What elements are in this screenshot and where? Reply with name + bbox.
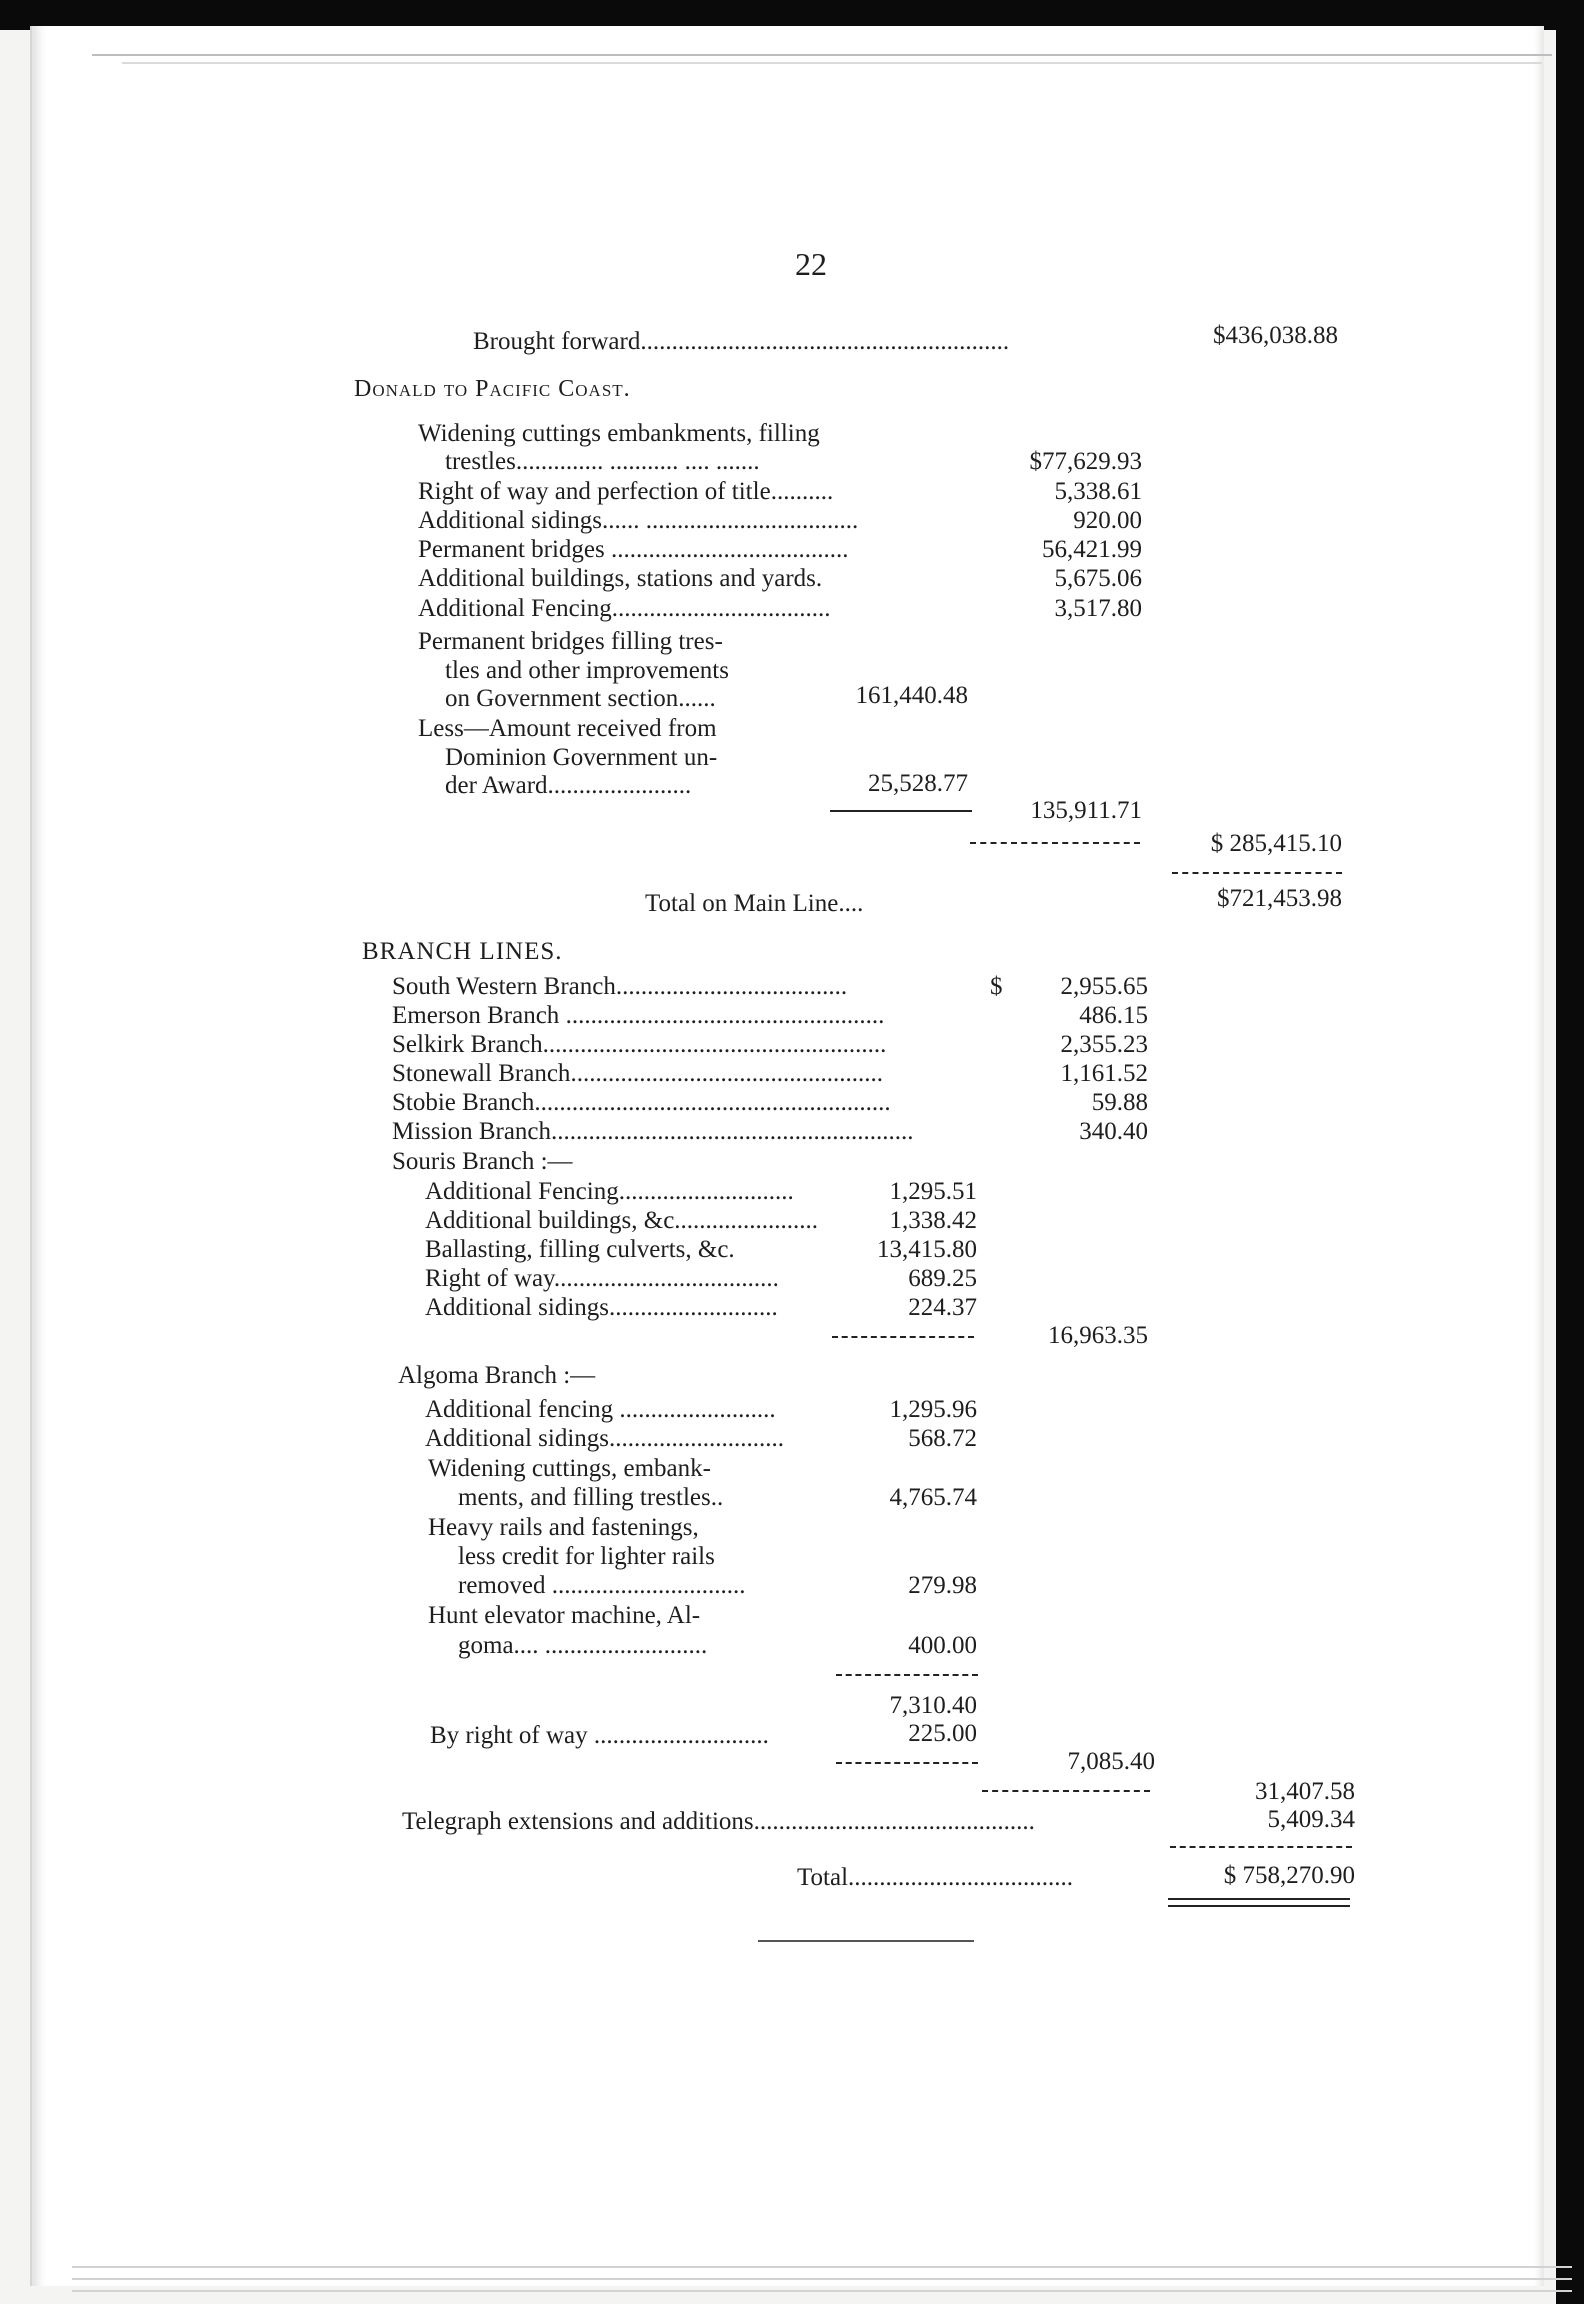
telegraph-label: Telegraph extensions and additions............................................. bbox=[402, 1808, 1035, 1835]
less-amount-label-line2: Dominion Government un- bbox=[445, 744, 718, 771]
right-of-way-amount: 5,338.61 bbox=[1054, 478, 1142, 505]
additional-fencing-amount: 3,517.80 bbox=[1054, 595, 1142, 622]
main-line-total-amount: $721,453.98 bbox=[1217, 885, 1342, 912]
additional-buildings-amount: 5,675.06 bbox=[1054, 565, 1142, 592]
donald-net-amount: 135,911.71 bbox=[1030, 797, 1142, 824]
page-edge-line bbox=[72, 2290, 1572, 2292]
subtotal-rule bbox=[832, 1336, 974, 1340]
souris-heading: Souris Branch :— bbox=[392, 1148, 573, 1175]
double-rule-bottom bbox=[1168, 1905, 1350, 1907]
mission-amount: 340.40 bbox=[1079, 1118, 1148, 1145]
souris-sidings-amount: 224.37 bbox=[908, 1294, 977, 1321]
closing-rule bbox=[758, 1940, 974, 1942]
algoma-hunt-line1: Hunt elevator machine, Al- bbox=[428, 1602, 701, 1629]
branch-item-selkirk: Selkirk Branch....................................................... bbox=[392, 1031, 887, 1058]
souris-item-sidings: Additional sidings........................... bbox=[425, 1294, 778, 1321]
branch-item-south-western: South Western Branch..................................... bbox=[392, 973, 848, 1000]
subtotal-rule bbox=[836, 1674, 978, 1678]
permanent-bridges-amount: 56,421.99 bbox=[1042, 536, 1142, 563]
stobie-amount: 59.88 bbox=[1091, 1089, 1148, 1116]
main-line-total-label: Total on Main Line.... bbox=[645, 890, 864, 917]
widening-amount: $77,629.93 bbox=[1029, 448, 1142, 475]
selkirk-amount: 2,355.23 bbox=[1060, 1031, 1148, 1058]
total-rule bbox=[1172, 872, 1342, 876]
algoma-sidings-amount: 568.72 bbox=[908, 1425, 977, 1452]
gov-bridges-amount: 161,440.48 bbox=[855, 682, 968, 709]
page-edge-line bbox=[92, 54, 1552, 56]
gov-bridges-label-line3: on Government section...... bbox=[445, 685, 716, 712]
souris-item-right-of-way: Right of way.................................... bbox=[425, 1265, 779, 1292]
right-of-way-label: Right of way and perfection of title.......... bbox=[418, 478, 834, 505]
algoma-heading: Algoma Branch :— bbox=[398, 1362, 596, 1389]
algoma-rails-line1: Heavy rails and fastenings, bbox=[428, 1514, 699, 1541]
section-heading-branch-lines: BRANCH LINES. bbox=[362, 938, 563, 965]
document-page bbox=[30, 26, 1544, 2286]
subtraction-rule bbox=[836, 1762, 978, 1766]
algoma-right-of-way-label: By right of way ............................ bbox=[430, 1722, 769, 1749]
less-amount-label-line3: der Award....................... bbox=[445, 772, 692, 799]
grand-total-amount: $ 758,270.90 bbox=[1223, 1862, 1355, 1889]
algoma-item-fencing: Additional fencing ......................... bbox=[425, 1396, 776, 1423]
additional-buildings-label: Additional buildings, stations and yards. bbox=[418, 565, 823, 592]
branch-item-stobie: Stobie Branch......................................................... bbox=[392, 1089, 891, 1116]
telegraph-amount: 5,409.34 bbox=[1267, 1806, 1355, 1833]
page-number: 22 bbox=[795, 246, 827, 282]
algoma-widening-line1: Widening cuttings, embank- bbox=[428, 1455, 711, 1482]
scan-border-right bbox=[1556, 0, 1584, 2304]
algoma-item-sidings: Additional sidings............................ bbox=[425, 1425, 785, 1452]
souris-ballasting-amount: 13,415.80 bbox=[877, 1236, 977, 1263]
emerson-amount: 486.15 bbox=[1079, 1002, 1148, 1029]
total-rule bbox=[1170, 1846, 1352, 1850]
algoma-widening-amount: 4,765.74 bbox=[889, 1484, 977, 1511]
stonewall-amount: 1,161.52 bbox=[1060, 1060, 1148, 1087]
less-amount-label-line1: Less—Amount received from bbox=[418, 715, 717, 742]
algoma-rails-amount: 279.98 bbox=[908, 1572, 977, 1599]
souris-buildings-amount: 1,338.42 bbox=[889, 1207, 977, 1234]
branch-item-mission: Mission Branch.......................................................... bbox=[392, 1118, 914, 1145]
additional-fencing-label: Additional Fencing................................... bbox=[418, 595, 831, 622]
souris-item-ballasting: Ballasting, filling culverts, &c. bbox=[425, 1236, 735, 1263]
algoma-widening-line2: ments, and filling trestles.. bbox=[458, 1484, 724, 1511]
permanent-bridges-label: Permanent bridges ...................................... bbox=[418, 536, 849, 563]
less-amount: 25,528.77 bbox=[868, 770, 968, 797]
brought-forward-amount: $436,038.88 bbox=[1213, 322, 1338, 349]
page-edge-line bbox=[72, 2266, 1572, 2268]
total-rule bbox=[982, 1790, 1150, 1794]
souris-right-of-way-amount: 689.25 bbox=[908, 1265, 977, 1292]
brought-forward-label: Brought forward........................................................... bbox=[473, 328, 1010, 355]
algoma-rails-line2: less credit for lighter rails bbox=[458, 1543, 715, 1570]
south-western-amount: 2,955.65 bbox=[1060, 973, 1148, 1000]
branch-lines-total: 31,407.58 bbox=[1255, 1778, 1355, 1805]
algoma-net: 7,085.40 bbox=[1067, 1748, 1155, 1775]
subtraction-rule bbox=[830, 810, 972, 812]
double-rule-top bbox=[1168, 1898, 1350, 1900]
souris-item-fencing: Additional Fencing............................ bbox=[425, 1178, 794, 1205]
widening-label-line1: Widening cuttings embankments, filling bbox=[418, 420, 820, 447]
souris-total: 16,963.35 bbox=[1048, 1322, 1148, 1349]
souris-fencing-amount: 1,295.51 bbox=[889, 1178, 977, 1205]
currency-symbol: $ bbox=[990, 973, 1003, 1000]
algoma-hunt-line2: goma.... .......................... bbox=[458, 1632, 708, 1659]
donald-section-total: $ 285,415.10 bbox=[1210, 830, 1342, 857]
additional-sidings-amount: 920.00 bbox=[1073, 507, 1142, 534]
souris-item-buildings: Additional buildings, &c....................... bbox=[425, 1207, 819, 1234]
branch-item-stonewall: Stonewall Branch.................................................. bbox=[392, 1060, 883, 1087]
page-edge-line bbox=[72, 2278, 1572, 2280]
widening-label-line2: trestles.............. ........... .... ....... bbox=[445, 448, 760, 475]
page-edge-line bbox=[122, 62, 1542, 64]
algoma-right-of-way-amount: 225.00 bbox=[908, 1720, 977, 1747]
algoma-rails-line3: removed ............................... bbox=[458, 1572, 746, 1599]
additional-sidings-label: Additional sidings...... .................................. bbox=[418, 507, 859, 534]
algoma-fencing-amount: 1,295.96 bbox=[889, 1396, 977, 1423]
algoma-hunt-amount: 400.00 bbox=[908, 1632, 977, 1659]
algoma-subtotal: 7,310.40 bbox=[889, 1692, 977, 1719]
grand-total-label: Total.................................... bbox=[797, 1864, 1074, 1891]
gov-bridges-label-line2: tles and other improvements bbox=[445, 657, 729, 684]
gov-bridges-label-line1: Permanent bridges filling tres- bbox=[418, 628, 723, 655]
section-heading-donald: Donald to Pacific Coast. bbox=[354, 376, 631, 402]
total-rule bbox=[970, 842, 1140, 846]
branch-item-emerson: Emerson Branch ................................................... bbox=[392, 1002, 885, 1029]
